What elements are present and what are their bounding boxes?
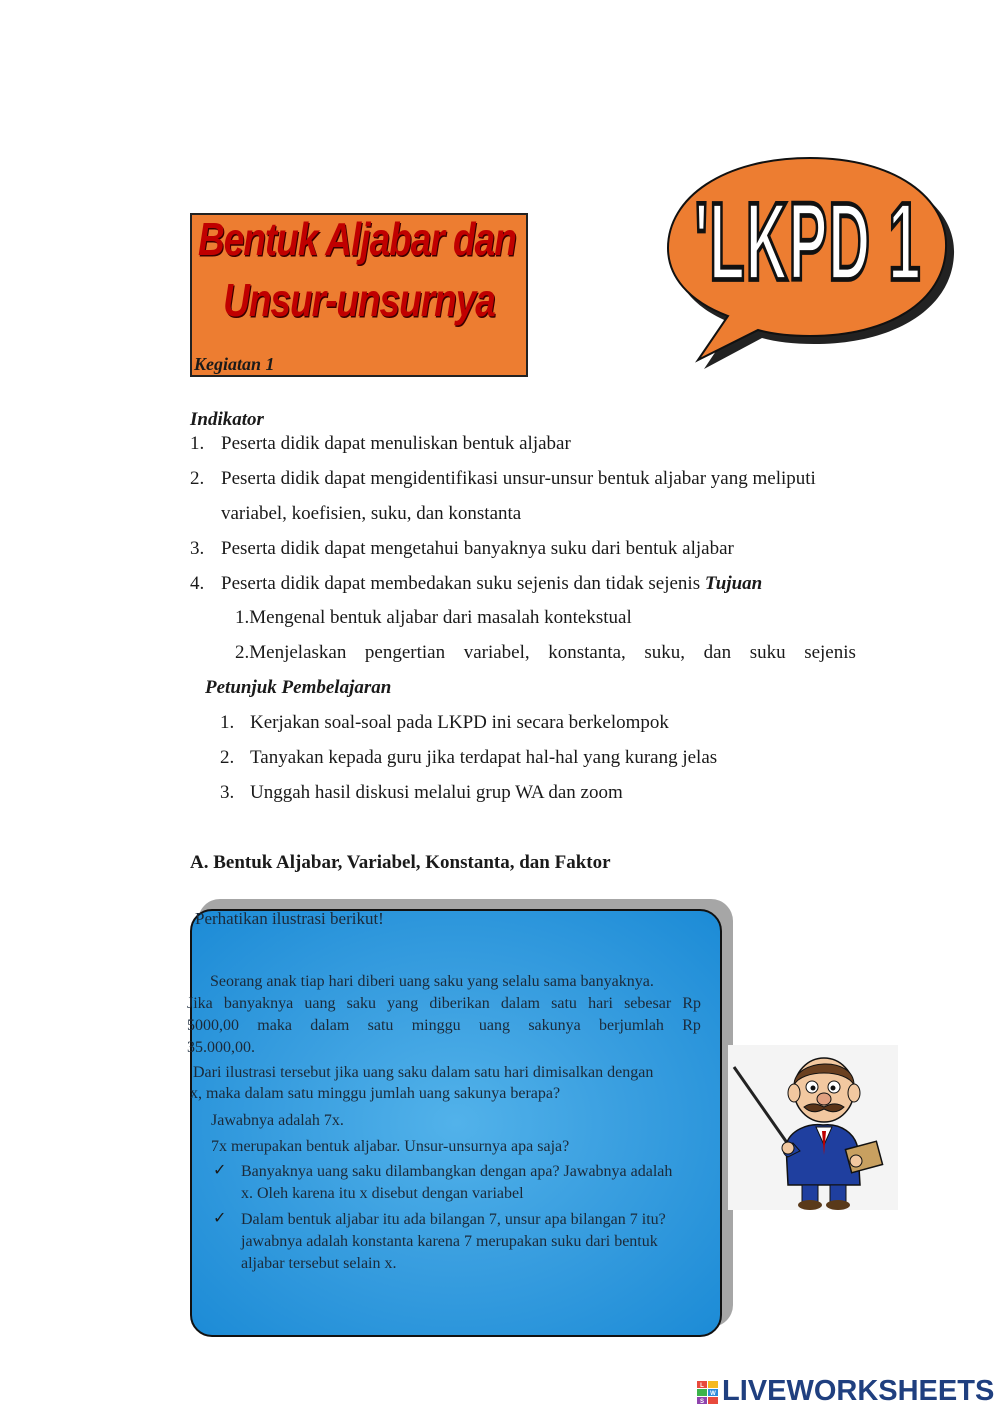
word: suku, (644, 642, 686, 663)
liveworksheets-logo-icon (697, 1381, 719, 1405)
word: dalam (500, 995, 540, 1012)
indikator-item-2-cont: variabel, koefisien, suku, dan konstanta (221, 503, 522, 524)
word: pengertian (364, 642, 446, 663)
word: berjumlah (599, 1017, 664, 1034)
logo-letter: L (700, 1383, 704, 1389)
word: sejenis (804, 642, 856, 663)
word: maka (257, 1017, 292, 1034)
item-text: Unggah hasil diskusi melalui grup WA dan zoom (250, 782, 623, 803)
lkpd-label: 'LKPD 1 (694, 179, 922, 304)
item-text: Peserta didik dapat mengidentifikasi unsur-unsur bentuk aljabar yang meliputi (221, 468, 816, 489)
box-paragraph-6: x, maka dalam satu minggu jumlah uang sakunya berapa? (190, 1085, 561, 1102)
box-intro: Perhatikan ilustrasi berikut! (195, 909, 384, 928)
word: uang (478, 1017, 511, 1034)
word: banyaknya (223, 995, 294, 1012)
item-number: 2. (220, 747, 235, 768)
word: Jika (187, 995, 213, 1012)
teacher-illustration (728, 1045, 898, 1210)
item-number: 1. (190, 433, 205, 454)
indikator-item-1 (190, 432, 571, 456)
indikator-item-3 (190, 537, 734, 561)
word: sakunya (528, 1017, 581, 1034)
box-paragraph-2 (187, 993, 701, 1015)
bullet-2-line-2: jawabnya adalah konstanta karena 7 merupakan suku dari bentuk (241, 1233, 658, 1250)
item-text: Kerjakan soal-soal pada LKPD ini secara berkelompok (250, 712, 669, 733)
word: satu (551, 995, 577, 1012)
word: suku (749, 642, 786, 663)
petunjuk-item-3 (220, 781, 623, 805)
item-text: Tanyakan kepada guru jika terdapat hal-hal yang kurang jelas (250, 747, 718, 768)
item-number: 2. (190, 468, 205, 489)
word: saku (346, 995, 376, 1012)
item-number: 1. (220, 712, 235, 733)
check-icon: ✓ (213, 1162, 227, 1179)
word: konstanta, (548, 642, 626, 663)
liveworksheets-brand[interactable]: LIVEWORKSHEETS (722, 1375, 995, 1407)
title-line-2: Unsur-unsurnya (223, 274, 495, 326)
word: variabel, (463, 642, 530, 663)
kegiatan-label: Kegiatan 1 (194, 354, 275, 374)
item-number: 3. (220, 782, 235, 803)
check-icon: ✓ (213, 1210, 227, 1227)
bullet-2-line-3: aljabar tersebut selain x. (241, 1255, 397, 1272)
word: sebesar (624, 995, 672, 1012)
item-number: 3. (190, 538, 205, 559)
word: yang (387, 995, 419, 1012)
lkpd-badge-text (694, 158, 922, 304)
box-paragraph-1: Seorang anak tiap hari diberi uang saku yang selalu sama banyaknya. (210, 973, 654, 990)
box-paragraph-5: Dari ilustrasi tersebut jika uang saku dalam satu hari dimisalkan dengan (193, 1064, 654, 1081)
tujuan-heading: Tujuan (704, 573, 763, 594)
word: uang (304, 995, 336, 1012)
bullet-1-line-2: x. Oleh karena itu x disebut dengan variabel (241, 1185, 524, 1202)
word: diberikan (429, 995, 490, 1012)
word: minggu (411, 1017, 461, 1034)
section-a-heading: A. Bentuk Aljabar, Variabel, Konstanta, dan Faktor (190, 852, 611, 873)
title-box (190, 213, 528, 377)
petunjuk-item-2 (220, 746, 718, 770)
title-line-1: Bentuk Aljabar dan (198, 213, 516, 265)
tujuan-item-1: 1.Mengenal bentuk aljabar dari masalah kontekstual (235, 607, 632, 628)
petunjuk-item-1 (220, 711, 669, 735)
word: 5000,00 (187, 1017, 239, 1034)
indikator-heading: Indikator (190, 409, 264, 430)
tujuan-item-2 (235, 641, 856, 665)
box-paragraph-7: Jawabnya adalah 7x. (211, 1112, 344, 1129)
item-text: Peserta didik dapat menuliskan bentuk aljabar (221, 433, 571, 454)
item-text: Peserta didik dapat membedakan suku sejenis dan tidak sejenis (221, 573, 701, 594)
word: 2.Menjelaskan (235, 642, 347, 663)
box-paragraph-4: 35.000,00. (187, 1039, 255, 1056)
word: hari (588, 995, 613, 1012)
item-text: Peserta didik dapat mengetahui banyaknya suku dari bentuk aljabar (221, 538, 734, 559)
indikator-item-4 (190, 572, 763, 596)
word: Rp (682, 995, 701, 1012)
word: satu (367, 1017, 394, 1034)
box-paragraph-3 (187, 1015, 701, 1037)
petunjuk-heading: Petunjuk Pembelajaran (205, 677, 392, 698)
word: Rp (682, 1017, 701, 1034)
box-paragraph-8: 7x merupakan bentuk aljabar. Unsur-unsurnya apa saja? (211, 1138, 570, 1155)
indikator-item-2 (190, 467, 816, 491)
word: dalam (310, 1017, 350, 1034)
bullet-1-line-1: Banyaknya uang saku dilambangkan dengan apa? Jawabnya adalah (241, 1163, 673, 1180)
item-number: 4. (190, 573, 205, 594)
logo-letter: S (699, 1399, 705, 1405)
bullet-2-line-1: Dalam bentuk aljabar itu ada bilangan 7, unsur apa bilangan 7 itu? (241, 1211, 666, 1228)
logo-letter: W (710, 1391, 716, 1397)
word: dan (703, 642, 732, 663)
